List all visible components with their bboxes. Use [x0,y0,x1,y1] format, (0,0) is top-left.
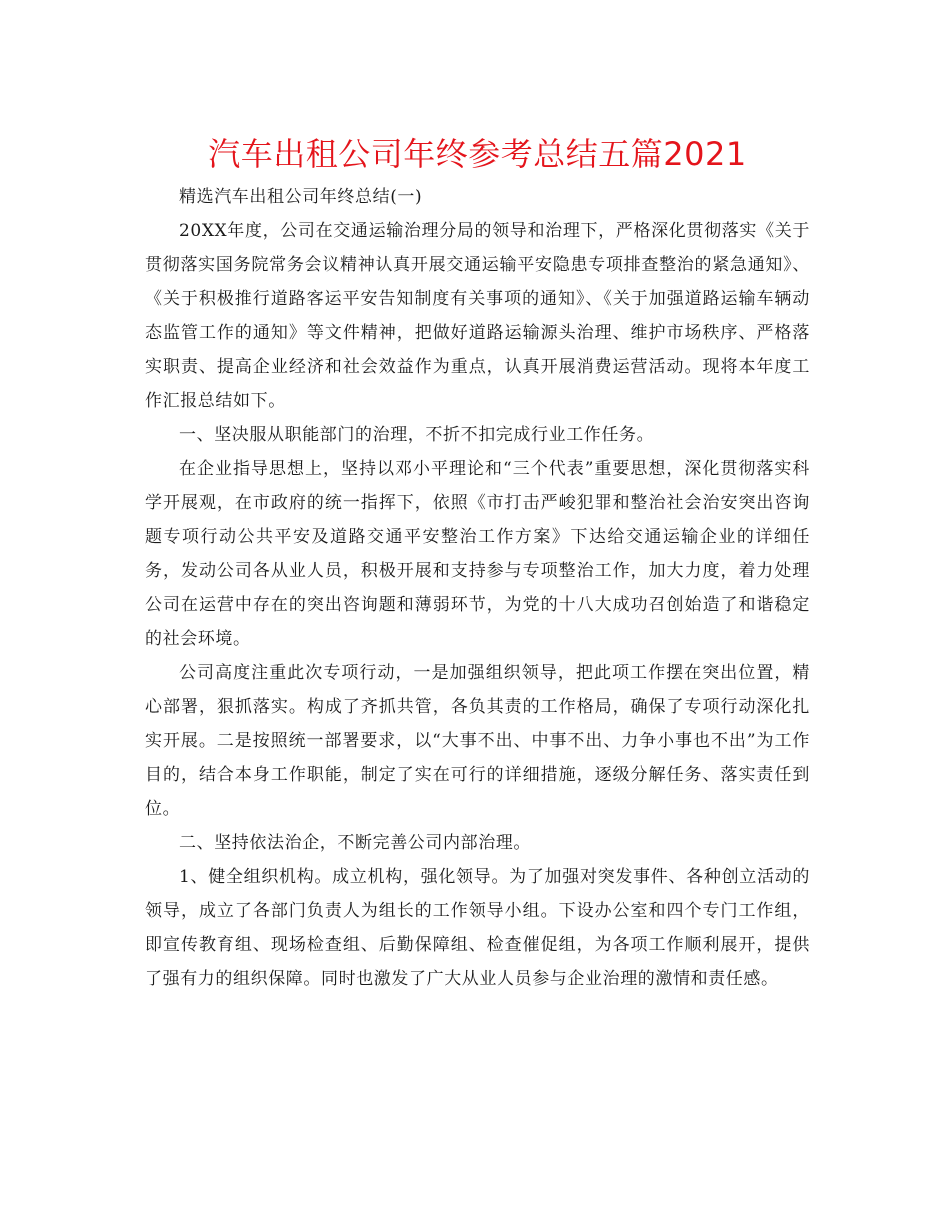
document-title: 汽车出租公司年终参考总结五篇2021 [208,135,747,173]
section-heading-1: 一、坚决服从职能部门的治理，不折不扣完成行业工作任务。 [179,425,655,445]
paragraph-intro: 20XX年度，公司在交通运输治理分局的领导和治理下，严格深化贯彻落实《关于贯彻落实国务院常务会议精神认真开展交通运输平安隐患专项排查整治的紧急通知》、《关于积极推行道路客运平安告知制度有关事项的通知》、《关于加强道路运输车辆动态监管工作的通知》等文件精神，把做好道路运输源头治理、维护市场秩序、严格落实职责、提高企业经济和社会效益作为重点，认真开展消费运营活动。现将本年度工作汇报总结如下。 [145,221,810,411]
section-heading-2: 二、坚持依法治企，不断完善公司内部治理。 [179,833,531,853]
paragraph-special-action: 公司高度注重此次专项行动，一是加强组织领导，把此项工作摆在突出位置，精心部署，狠抓落实。构成了齐抓共管，各负其责的工作格局，确保了专项行动深化扎实开展。二是按照统一部署要求，以“大事不出、中事不出、力争小事也不出”为工作目的，结合本身工作职能，制定了实在可行的详细措施，逐级分解任务、落实责任到位。 [145,663,810,819]
paragraph-guidance: 在企业指导思想上，坚持以邓小平理论和“三个代表”重要思想，深化贯彻落实科学开展观，在市政府的统一指挥下，依照《市打击严峻犯罪和整治社会治安突出咨询题专项行动公共平安及道路交通平安整治工作方案》下达给交通运输企业的详细任务，发动公司各从业人员，积极开展和支持参与专项整治工作，加大力度，着力处理公司在运营中存在的突出咨询题和薄弱环节，为党的十八大成功召创始造了和谐稳定的社会环境。 [145,459,810,649]
paragraph-subtitle: 精选汽车出租公司年终总结(一) [179,187,423,207]
paragraph-organization: 1、健全组织机构。成立机构，强化领导。为了加强对突发事件、各种创立活动的领导，成立了各部门负责人为组长的工作领导小组。下设办公室和四个专门工作组，即宣传教育组、现场检查组、后勤保障组、检查催促组，为各项工作顺利展开，提供了强有力的组织保障。同时也激发了广大从业人员参与企业治理的激情和责任感。 [145,867,810,989]
